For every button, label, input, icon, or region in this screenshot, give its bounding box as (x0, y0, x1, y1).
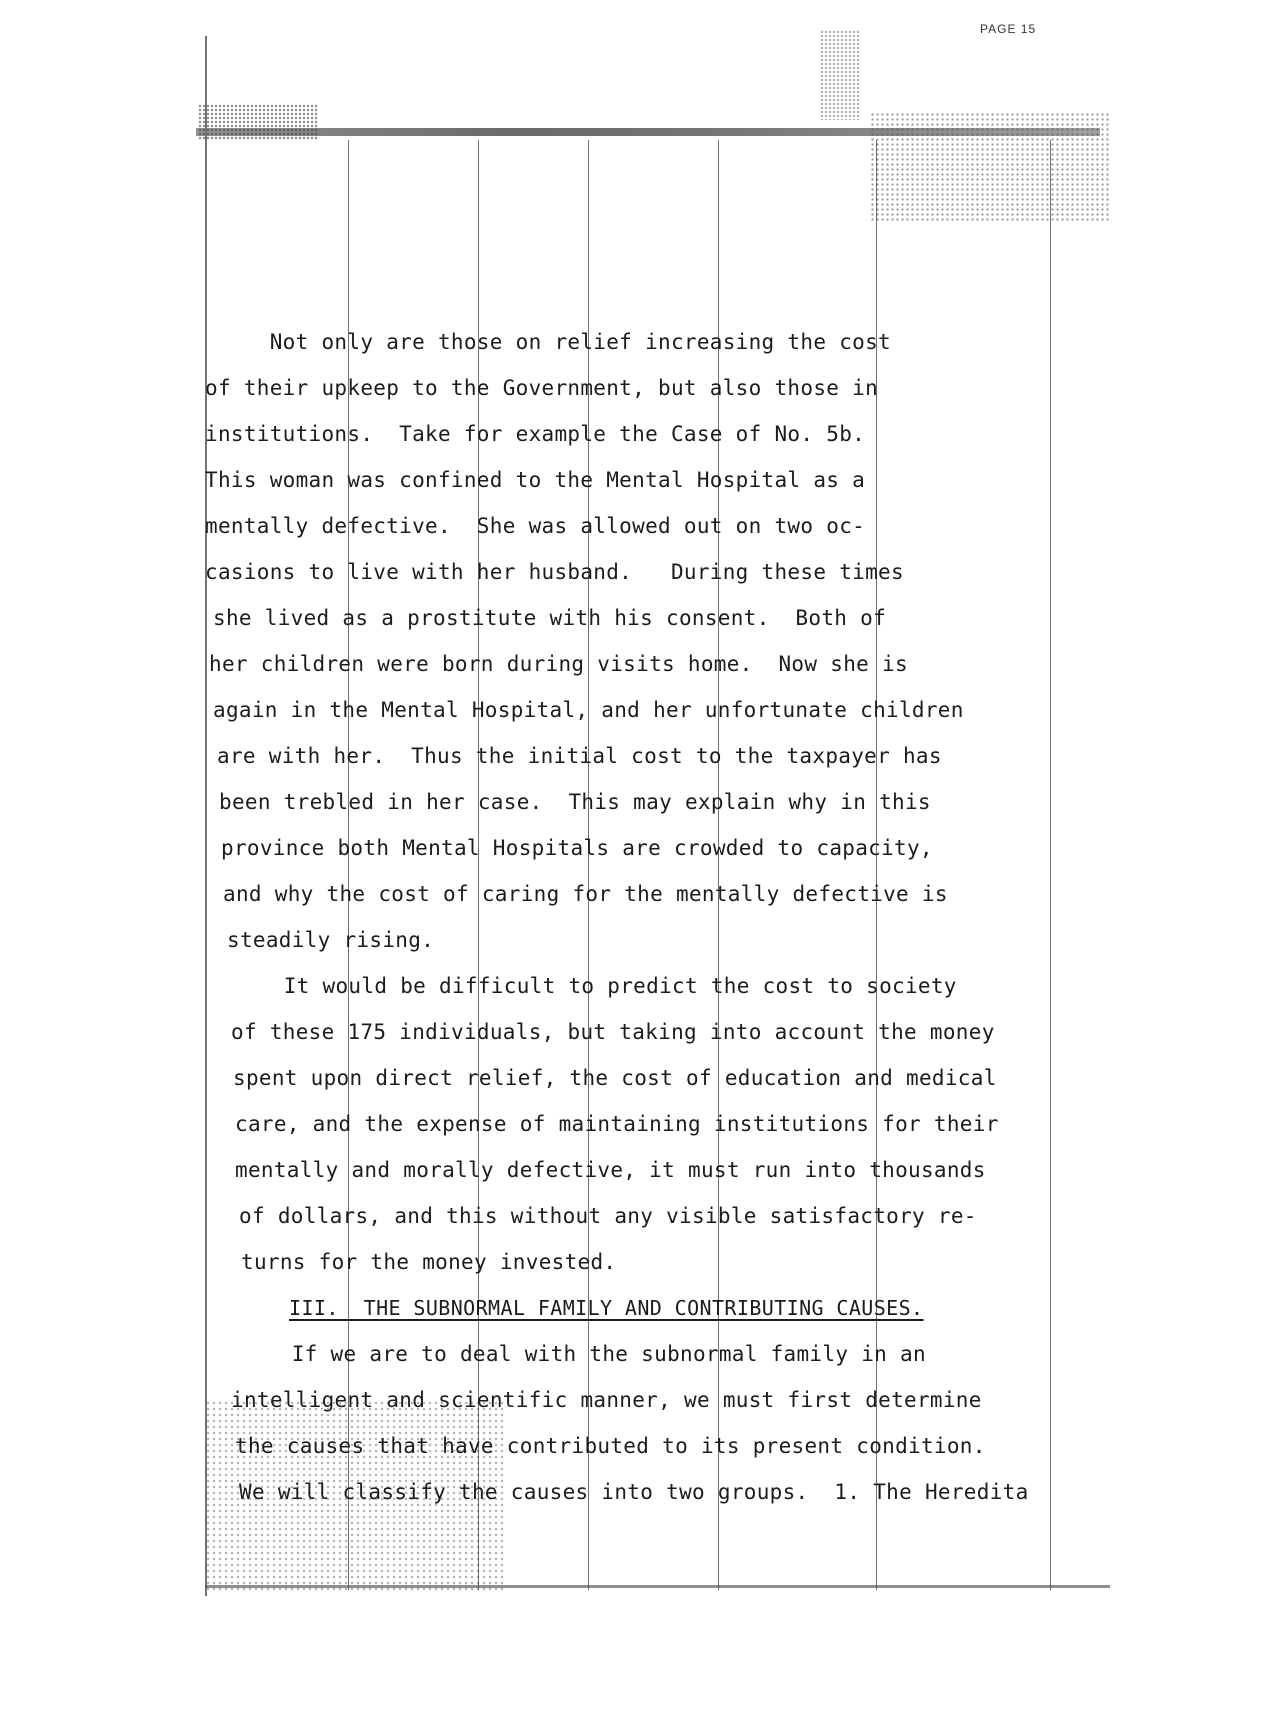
text-line: of these 175 individuals, but taking into account the money (231, 1020, 995, 1044)
text-line: spent upon direct relief, the cost of education and medical (233, 1066, 997, 1090)
text-line: mentally defective. She was allowed out on two oc- (205, 514, 866, 538)
bottom-scan-edge (205, 1585, 1110, 1588)
text-line: are with her. Thus the initial cost to the taxpayer has (217, 744, 942, 768)
text-line: she lived as a prostitute with his consent. Both of (213, 606, 887, 630)
text-line: been trebled in her case. This may explain why in this (219, 790, 931, 814)
text-line: her children were born during visits home. Now she is (209, 652, 908, 676)
text-line: of their upkeep to the Government, but also those in (205, 376, 879, 400)
text-line: intelligent and scientific manner, we must first determine (231, 1388, 982, 1412)
fold-line (1050, 140, 1051, 1590)
fold-line (718, 140, 719, 1590)
text-line: the causes that have contributed to its present condition. (235, 1434, 986, 1458)
text-line: This woman was confined to the Mental Hospital as a (205, 468, 866, 492)
text-line: and why the cost of caring for the mentally defective is (223, 882, 948, 906)
scan-noise-top-right (870, 112, 1110, 222)
section-heading: III. THE SUBNORMAL FAMILY AND CONTRIBUTING CAUSES. (289, 1296, 924, 1320)
text-line: province both Mental Hospitals are crowded to capacity, (221, 836, 933, 860)
text-line: If we are to deal with the subnormal family in an (227, 1342, 926, 1366)
text-line: We will classify the causes into two groups. 1. The Heredita (239, 1480, 1029, 1504)
left-edge-shadow (205, 36, 207, 1596)
text-line: Not only are those on relief increasing the cost (205, 330, 891, 354)
text-line: institutions. Take for example the Case of No. 5b. (205, 422, 866, 446)
text-line: mentally and morally defective, it must run into thousands (235, 1158, 986, 1182)
text-line: of dollars, and this without any visible satisfactory re- (239, 1204, 977, 1228)
text-line: casions to live with her husband. During these times (205, 560, 904, 584)
fold-line (588, 140, 589, 1590)
page-number: PAGE 15 (980, 22, 1037, 36)
scan-noise-top-left (198, 104, 318, 140)
text-line: steadily rising. (227, 928, 435, 952)
text-line: again in the Mental Hospital, and her unfortunate children (213, 698, 964, 722)
text-line: It would be difficult to predict the cost to society (219, 974, 957, 998)
text-line: care, and the expense of maintaining institutions for their (235, 1112, 999, 1136)
fold-line (478, 140, 479, 1590)
scan-noise-top-middle (820, 30, 860, 120)
fold-line (876, 140, 877, 1590)
text-line: turns for the money invested. (241, 1250, 617, 1274)
fold-line (348, 140, 349, 1590)
